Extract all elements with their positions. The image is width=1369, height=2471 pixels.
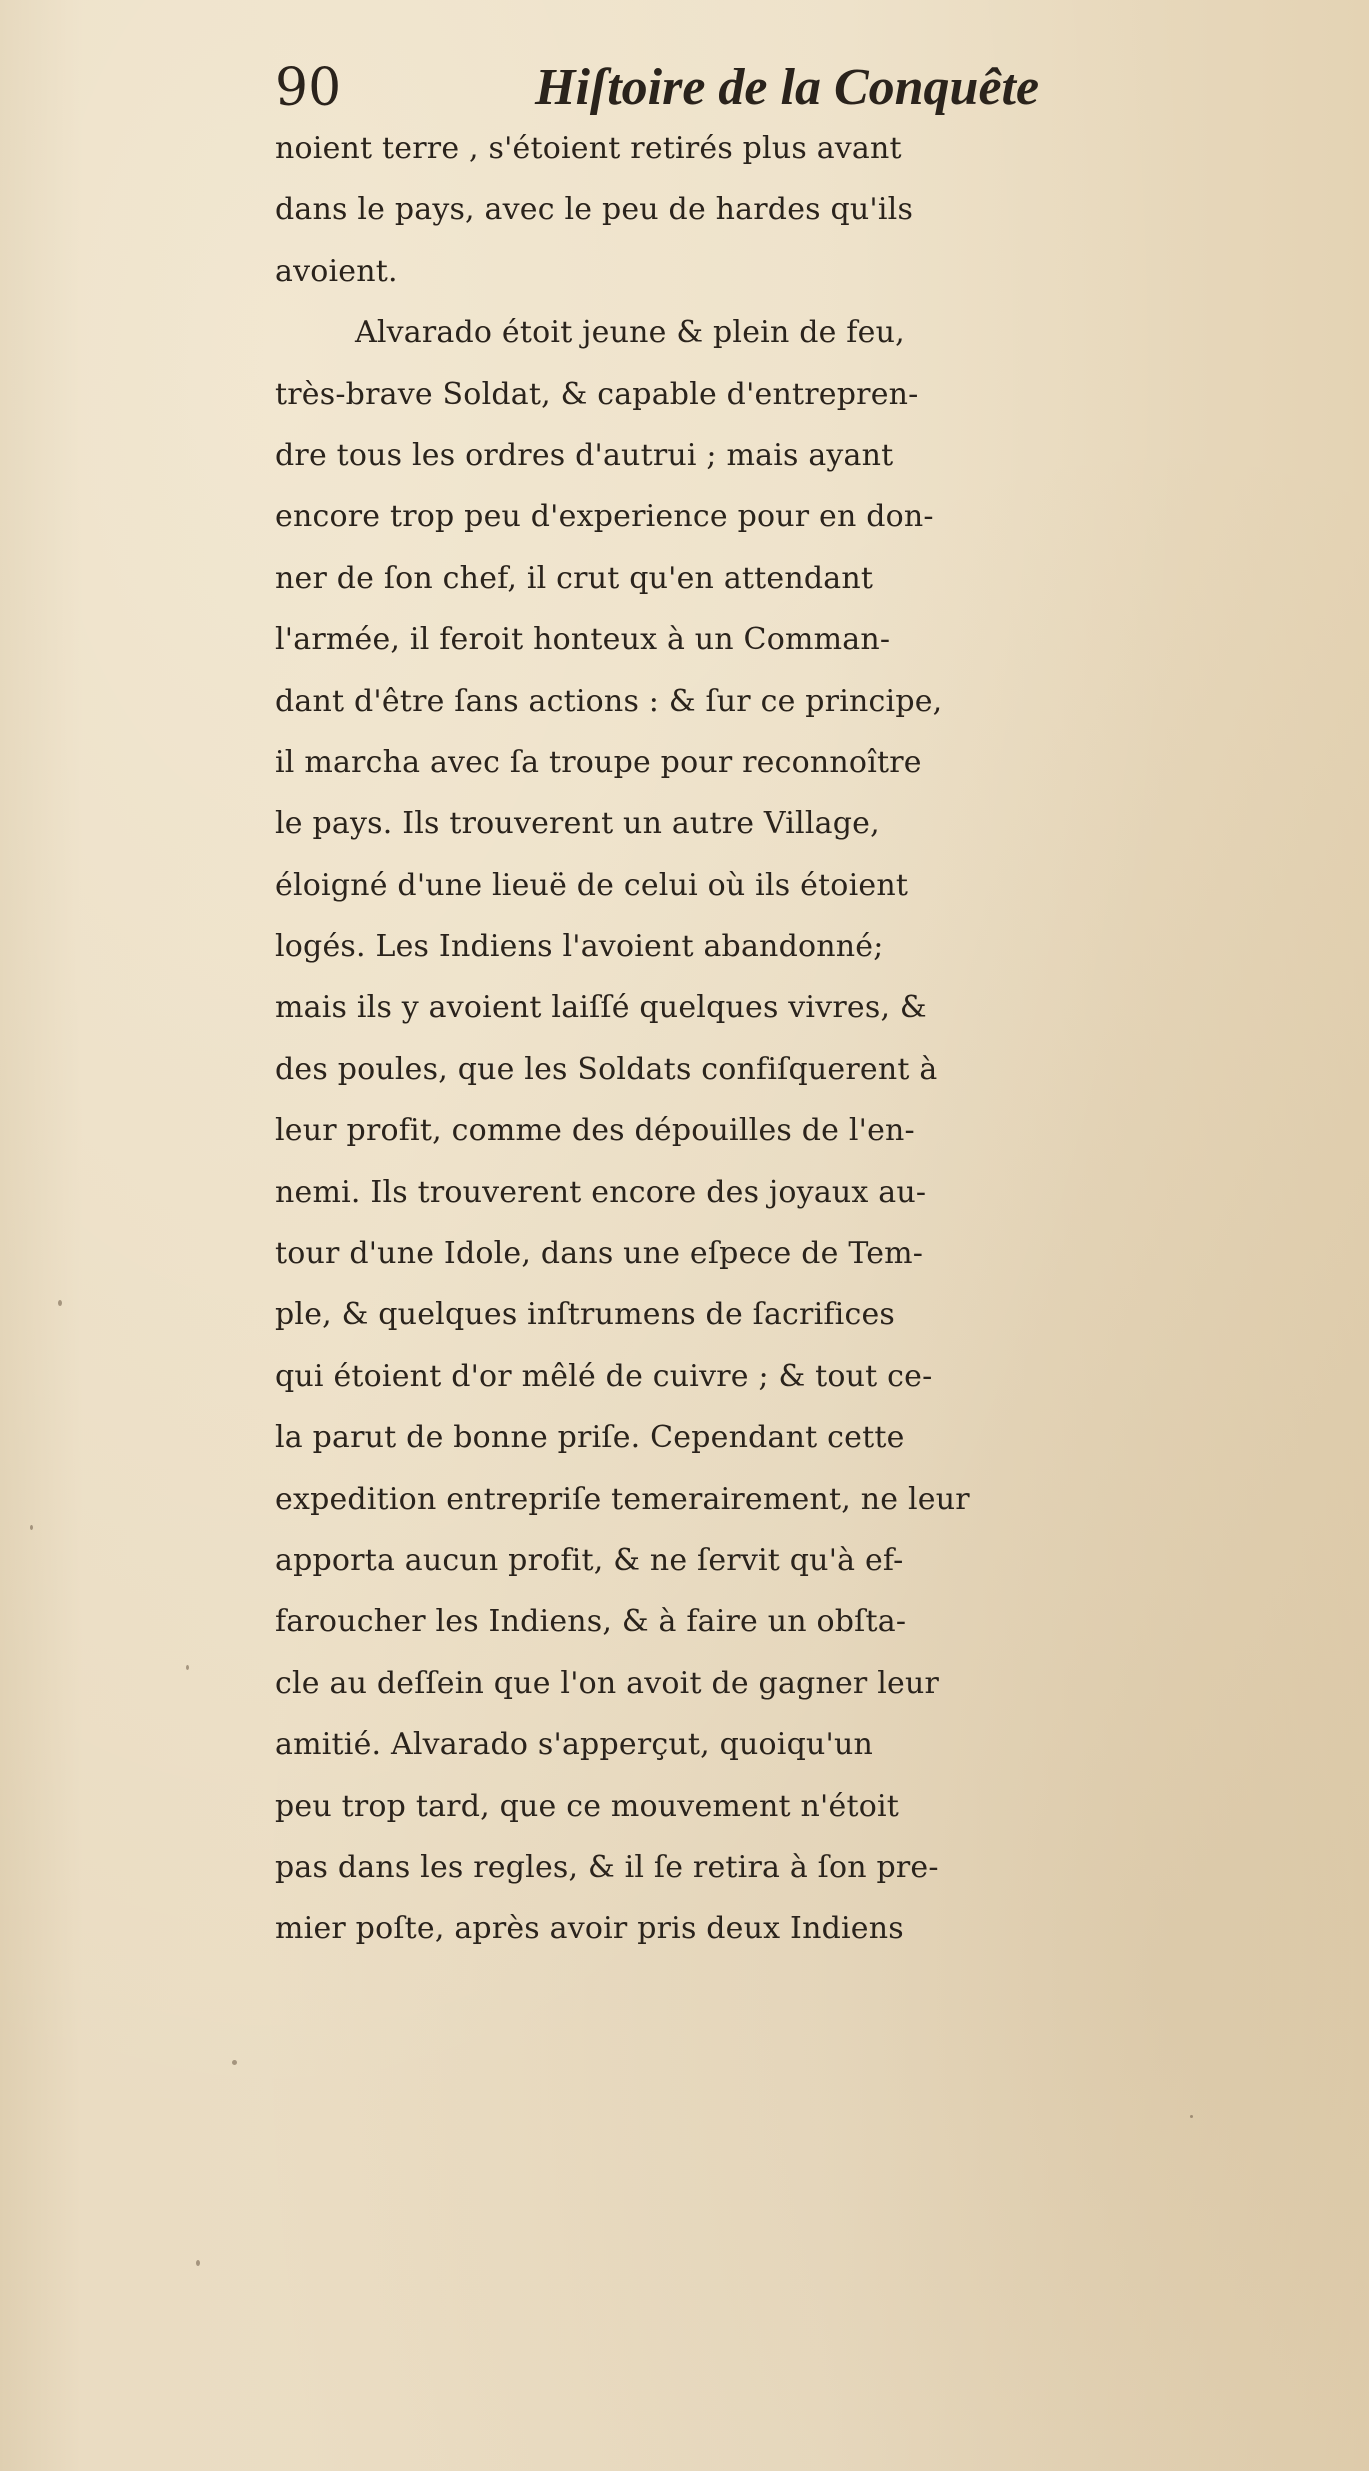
text-line: ple, & quelques inſtrumens de ſacrifices [275,1297,896,1333]
text-line: pas dans les regles, & il ſe retira à ſon pre- [275,1849,939,1885]
text-line: expedition entrepriſe temerairement, ne leur [275,1481,970,1517]
text-line: le pays. Ils trouverent un autre Village, [275,806,880,842]
text-line: avoient. [275,253,398,289]
paper-speck [232,2060,237,2065]
text-line: leur profit, comme des dépouilles de l'en- [275,1113,915,1149]
text-line: très-brave Soldat, & capable d'entrepren- [275,376,919,412]
text-line: éloigné d'une lieuë de celui où ils étoient [275,867,909,903]
text-line: cle au deſſein que l'on avoit de gagner leur [275,1665,940,1701]
text-line: des poules, que les Soldats confiſquerent à [275,1051,938,1087]
text-line: la parut de bonne priſe. Cependant cette [275,1420,905,1456]
text-line: il marcha avec ſa troupe pour reconnoître [275,744,922,780]
paper-speck [58,1300,62,1306]
body-text [275,118,1365,1960]
paper-speck [186,1665,189,1670]
text-line: encore trop peu d'experience pour en don- [275,499,934,535]
text-line: Alvarado étoit jeune & plein de feu, [355,315,905,351]
paper-speck [1190,2115,1193,2118]
text-line: mais ils y avoient laiſſé quelques vivres, & [275,990,927,1026]
text-line: amitié. Alvarado s'apperçut, quoiqu'un [275,1727,874,1763]
text-line: faroucher les Indiens, & à faire un obſta- [275,1604,907,1640]
page-number: 90 [275,58,342,118]
text-line: dans le pays, avec le peu de hardes qu'ils [275,192,914,228]
running-head [275,48,1275,128]
text-line: mier poſte, après avoir pris deux Indiens [275,1911,904,1947]
text-line: ner de ſon chef, il crut qu'en attendant [275,560,874,596]
text-line: dre tous les ordres d'autrui ; mais ayant [275,437,894,473]
text-line: apporta aucun profit, & ne ſervit qu'à ef- [275,1542,904,1578]
text-line: dant d'être ſans actions : & ſur ce principe, [275,683,943,719]
text-line: nemi. Ils trouverent encore des joyaux au- [275,1174,927,1210]
text-line: l'armée, il feroit honteux à un Comman- [275,622,891,658]
running-title: Hiſtoire de la Conquête [535,59,1040,116]
text-line: qui étoient d'or mêlé de cuivre ; & tout ce- [275,1358,933,1394]
text-line: tour d'une Idole, dans une eſpece de Tem- [275,1236,924,1272]
paper-speck [196,2260,200,2266]
text-line: noient terre , s'étoient retirés plus avant [275,131,902,166]
text-line: peu trop tard, que ce mouvement n'étoit [275,1788,900,1824]
paper-speck [30,1525,33,1530]
text-line: logés. Les Indiens l'avoient abandonné; [275,929,884,965]
